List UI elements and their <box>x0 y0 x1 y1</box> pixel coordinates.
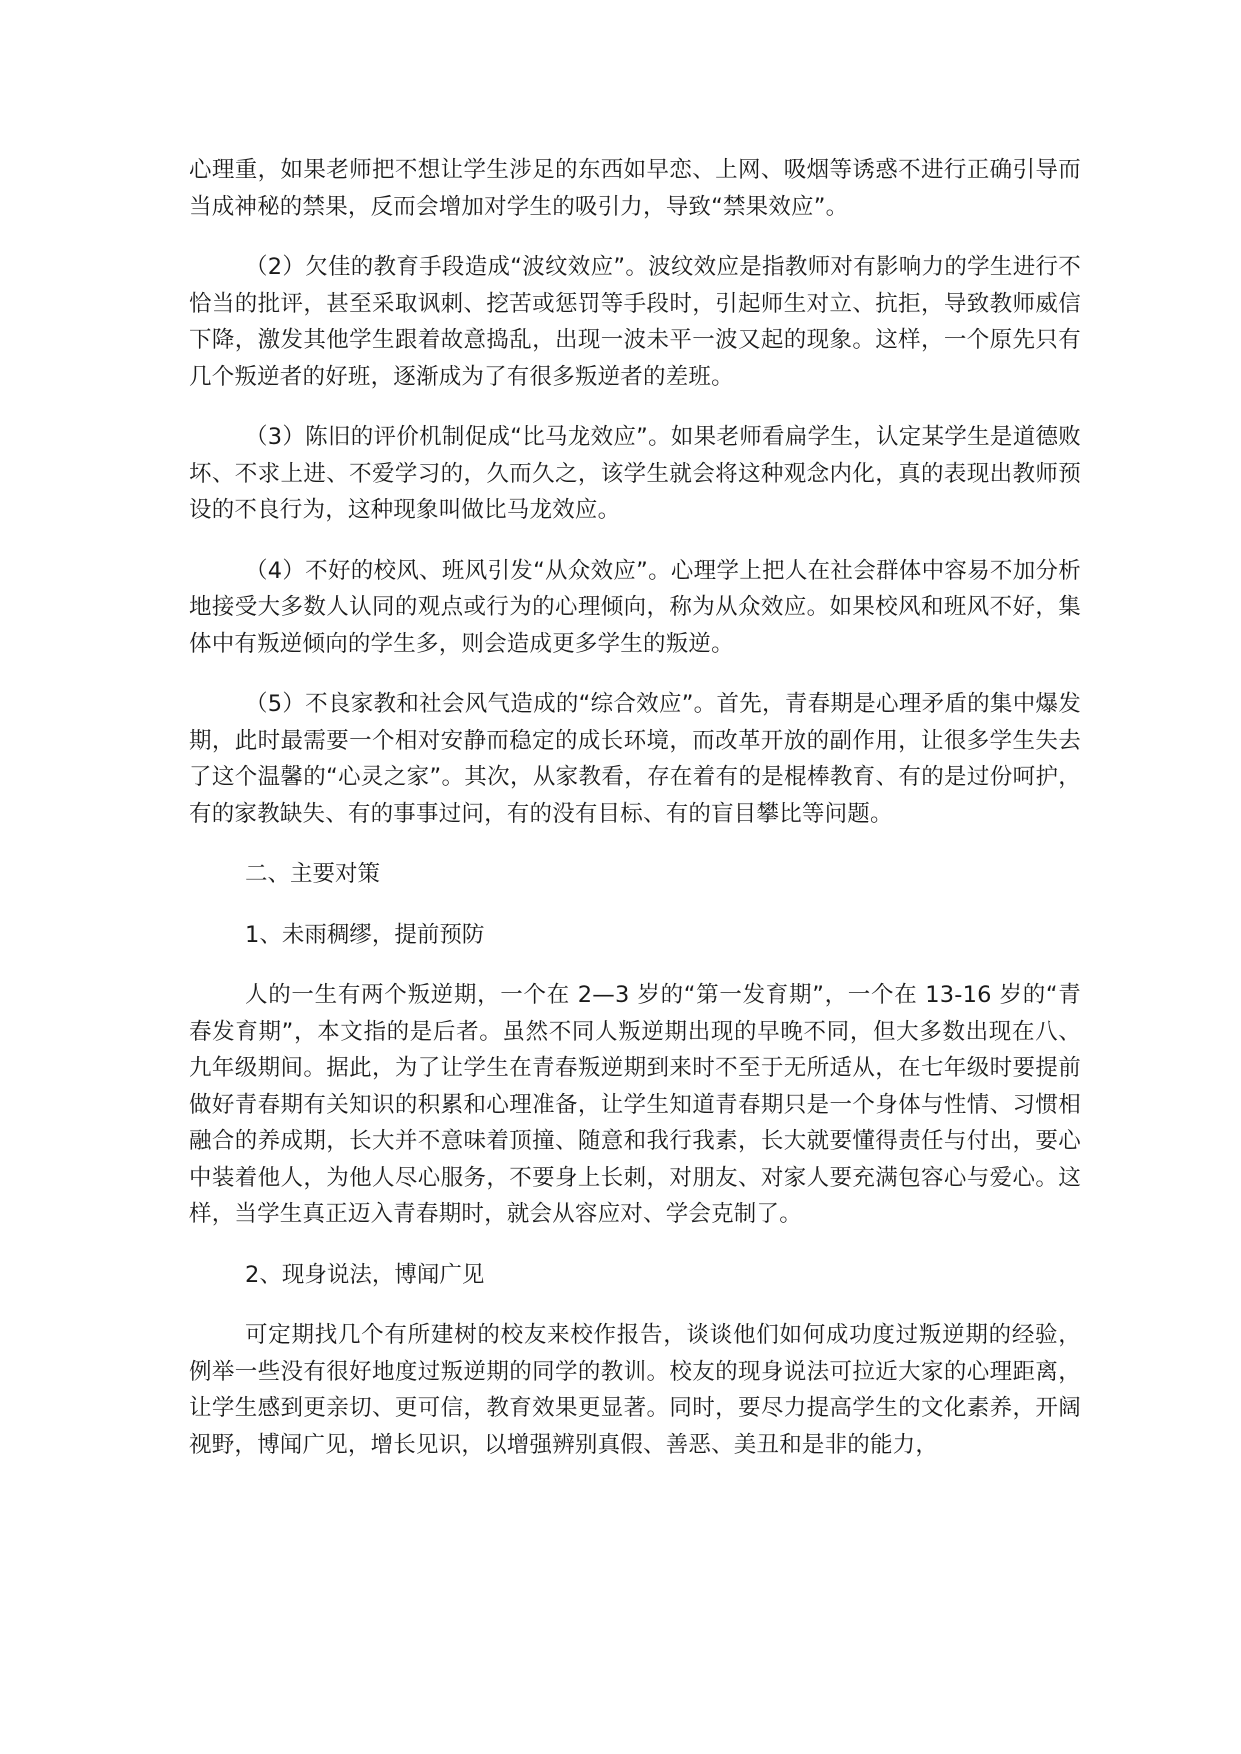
paragraph-prevention: 人的一生有两个叛逆期，一个在 2—3 岁的“第一发育期”，一个在 13-16 岁的“青春发育期”，本文指的是后者。虽然不同人叛逆期出现的早晚不同，但大多数出现在八、九年级期间。据此，为了让学生在青春叛逆期到来时不至于无所适从，在七年级时要提前做好青春期有关知识的积累和心理准备，让学生知道青春期只是一个身体与性情、习惯相融合的养成期，长大并不意味着顶撞、随意和我行我素，长大就要懂得责任与付出，要心中装着他人，为他人尽心服务，不要身上长刺，对朋友、对家人要充满包容心与爱心。这样，当学生真正迈入青春期时，就会从容应对、学会克制了。 <box>189 982 1081 1227</box>
document-page <box>189 152 1081 1487</box>
paragraph-testimony: 可定期找几个有所建树的校友来校作报告，谈谈他们如何成功度过叛逆期的经验，例举一些没有很好地度过叛逆期的同学的教训。校友的现身说法可拉近大家的心理距离，让学生感到更亲切、更可信，教育效果更显著。同时，要尽力提高学生的文化素养，开阔视野，博闻广见，增长见识，以增强辨别真假、善恶、美丑和是非的能力， <box>189 1322 1081 1458</box>
subheading-prevention: 1、未雨稠缪，提前预防 <box>245 921 485 948</box>
paragraph-combined-effect: （5）不良家教和社会风气造成的“综合效应”。首先，青春期是心理矛盾的集中爆发期，此时最需要一个相对安静而稳定的成长环境，而改革开放的副作用，让很多学生失去了这个温馨的“心灵之家”。其次，从家教看，存在着有的是棍棒教育、有的是过份呵护，有的家教缺失、有的事事过问，有的没有目标、有的盲目攀比等问题。 <box>189 691 1081 827</box>
paragraph-continuation: 心理重，如果老师把不想让学生涉足的东西如早恋、上网、吸烟等诱惑不进行正确引导而当成神秘的禁果，反而会增加对学生的吸引力，导致“禁果效应”。 <box>189 157 1081 220</box>
subheading-testimony: 2、现身说法，博闻广见 <box>245 1261 485 1288</box>
paragraph-pygmalion-effect: （3）陈旧的评价机制促成“比马龙效应”。如果老师看扁学生，认定某学生是道德败坏、不求上进、不爱学习的，久而久之，该学生就会将这种观念内化，真的表现出教师预设的不良行为，这种现象叫做比马龙效应。 <box>189 424 1081 523</box>
section-heading-countermeasures: 二、主要对策 <box>245 861 381 887</box>
paragraph-conformity-effect: （4）不好的校风、班风引发“从众效应”。心理学上把人在社会群体中容易不加分析地接受大多数人认同的观点或行为的心理倾向，称为从众效应。如果校风和班风不好，集体中有叛逆倾向的学生多，则会造成更多学生的叛逆。 <box>189 557 1081 657</box>
paragraph-ripple-effect: （2）欠佳的教育手段造成“波纹效应”。波纹效应是指教师对有影响力的学生进行不恰当的批评，甚至采取讽刺、挖苦或惩罚等手段时，引起师生对立、抗拒，导致教师威信下降，激发其他学生跟着故意捣乱，出现一波未平一波又起的现象。这样，一个原先只有几个叛逆者的好班，逐渐成为了有很多叛逆者的差班。 <box>189 254 1081 390</box>
